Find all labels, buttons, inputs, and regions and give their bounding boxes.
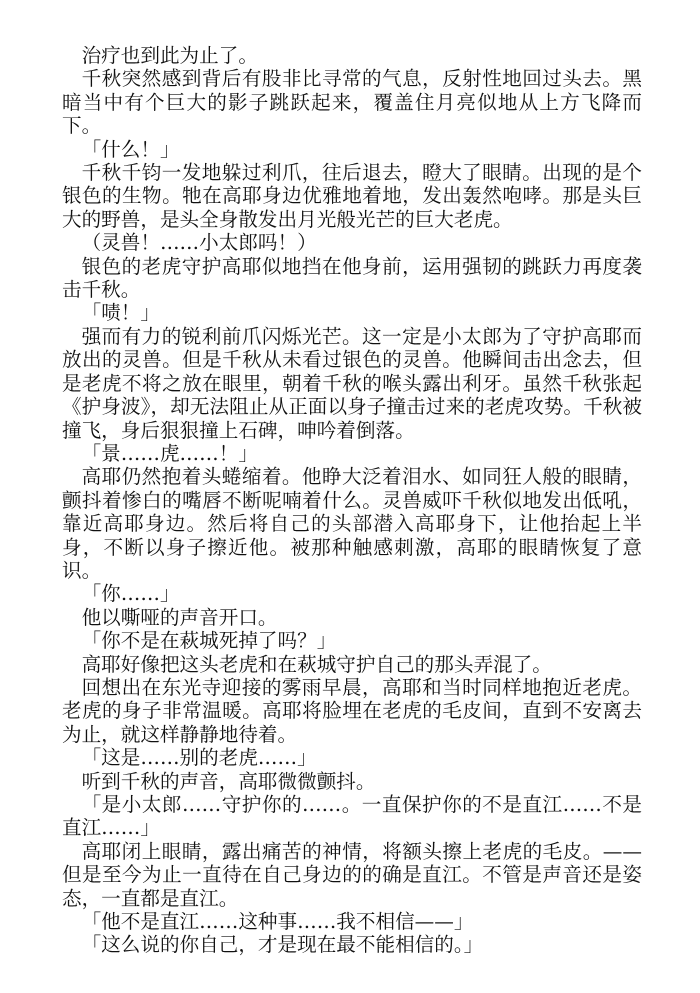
paragraph: 回想出在东光寺迎接的雾雨早晨，高耶和当时同样地抱近老虎。老虎的身子非常温暖。高耶将脸埋在老虎的毛皮间，直到不安离去为止，就这样静静地待着。 (62, 675, 642, 746)
paragraph: 他以嘶哑的声音开口。 (81, 605, 278, 629)
thought-line: （灵兽！……小太郎吗！） (81, 231, 317, 255)
dialogue-line: 「什么！」 (81, 137, 180, 161)
dialogue-line: 「啧！」 (81, 301, 160, 325)
dialogue-line: 「你不是在萩城死掉了吗？」 (81, 629, 337, 653)
dialogue-line: 「你……」 (81, 582, 180, 606)
paragraph: 高耶好像把这头老虎和在萩城守护自己的那头弄混了。 (81, 652, 552, 676)
paragraph: 强而有力的锐利前爪闪烁光芒。这一定是小太郎为了守护高耶而放出的灵兽。但是千秋从未看过银色的灵兽。他瞬间击出念去，但是老虎不将之放在眼里，朝着千秋的喉头露出利牙。虽然千秋张起《护身波》，却无法阻止从正面以身子撞击过来的老虎攻势。千秋被撞飞，身后狠狠撞上石碑，呻吟着倒落。 (62, 324, 642, 442)
paragraph: 千秋千钧一发地躲过利爪，往后退去，瞪大了眼睛。出现的是个银色的生物。牠在高耶身边优雅地着地，发出轰然咆哮。那是头巨大的野兽，是头全身散发出月光般光芒的巨大老虎。 (62, 161, 642, 231)
paragraph: 银色的老虎守护高耶似地挡在他身前，运用强韧的跳跃力再度袭击千秋。 (62, 254, 642, 302)
dialogue-line: 「是小太郎……守护你的……。一直保护你的不是直江……不是直江……」 (62, 793, 642, 840)
document-page (62, 44, 642, 957)
paragraph: 千秋突然感到背后有股非比寻常的气息，反射性地回过头去。黑暗当中有个巨大的影子跳跃起来，覆盖住月亮似地从上方飞降而下。 (62, 67, 642, 138)
paragraph: 治疗也到此为止了。 (81, 44, 258, 67)
dialogue-line: 「景……虎……！」 (81, 441, 258, 465)
paragraph: 高耶闭上眼睛，露出痛苦的神情，将额头擦上老虎的毛皮。——但是至今为止一直待在自己身边的的确是直江。不管是声音还是姿态，一直都是直江。 (62, 839, 642, 910)
dialogue-line: 「这是……别的老虎……」 (81, 746, 317, 770)
paragraph: 听到千秋的声音，高耶微微颤抖。 (81, 769, 376, 793)
dialogue-line: 「这么说的你自己，才是现在最不能相信的。」 (81, 933, 484, 957)
paragraph: 高耶仍然抱着头蜷缩着。他睁大泛着泪水、如同狂人般的眼睛，颤抖着惨白的嘴唇不断呢喃着什么。灵兽威吓千秋似地发出低吼，靠近高耶身边。然后将自己的头部潜入高耶身下，让他抬起上半身，不断以身子擦近他。被那种触感刺激，高耶的眼睛恢复了意识。 (62, 465, 642, 582)
dialogue-line: 「他不是直江……这种事……我不相信——」 (81, 910, 474, 934)
